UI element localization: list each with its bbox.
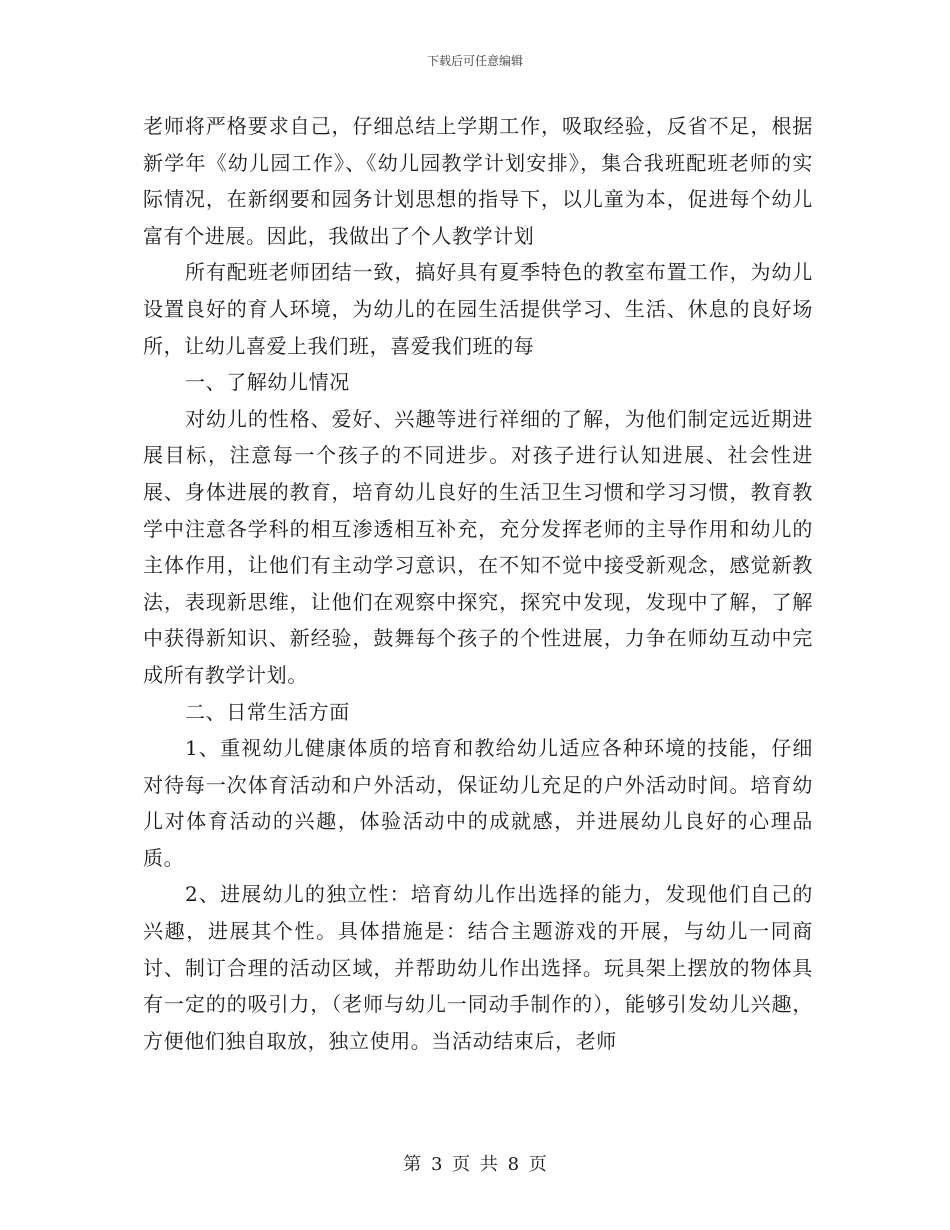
- paragraph-understanding: 对幼儿的性格、爱好、兴趣等进行祥细的了解，为他们制定远近期进展目标，注意每一个孩子的不同进步。对孩子进行认知进展、社会性进展、身体进展的教育，培育幼儿良好的生活卫生习惯和学习习惯，教育教学中注意各学科的相互渗透相互补充，充分发挥老师的主导作用和幼儿的主体作用，让他们有主动学习意识，在不知不觉中接受新观念，感觉新教法，表现新思维，让他们在观察中探究，探究中发现，发现中了解，了解中获得新知识、新经验，鼓舞每个孩子的个性进展，力争在师幼互动中完成所有教学计划。: [143, 406, 813, 687]
- paragraph-item-2: 2、进展幼儿的独立性：培育幼儿作出选择的能力，发现他们自己的兴趣，进展其个性。具体措施是：结合主题游戏的开展，与幼儿一同商讨、制订合理的活动区域，并帮助幼儿作出选择。玩具架上摆放的物体具有一定的的吸引力，（老师与幼儿一同动手制作的），能够引发幼儿兴趣，方便他们独自取放，独立使用。当活动结束后，老师: [143, 882, 813, 1053]
- document-body: [143, 108, 813, 1059]
- section-heading-2: 二、日常生活方面: [185, 699, 350, 724]
- page-number: 第 3 页 共 8 页: [403, 1154, 547, 1175]
- header-note: 下载后可任意编辑: [426, 54, 523, 68]
- paragraph-item-1: 1、重视幼儿健康体质的培育和教给幼儿适应各种环境的技能，仔细对待每一次体育活动和户外活动，保证幼儿充足的户外活动时间。培育幼儿对体育活动的兴趣，体验活动中的成就感，并进展幼儿良好的心理品质。: [143, 736, 813, 870]
- section-heading-1: 一、了解幼儿情况: [185, 370, 350, 395]
- paragraph-intro: 老师将严格要求自己，仔细总结上学期工作，吸取经验，反省不足，根据新学年《幼儿园工作》、《幼儿园教学计划安排》，集合我班配班老师的实际情况，在新纲要和园务计划思想的指导下，以儿童为本，促进每个幼儿富有个进展。因此，我做出了个人教学计划: [143, 114, 813, 248]
- paragraph-classroom: 所有配班老师团结一致，搞好具有夏季特色的教室布置工作，为幼儿设置良好的育人环境，为幼儿的在园生活提供学习、生活、休息的良好场所，让幼儿喜爱上我们班，喜爱我们班的每: [143, 260, 813, 358]
